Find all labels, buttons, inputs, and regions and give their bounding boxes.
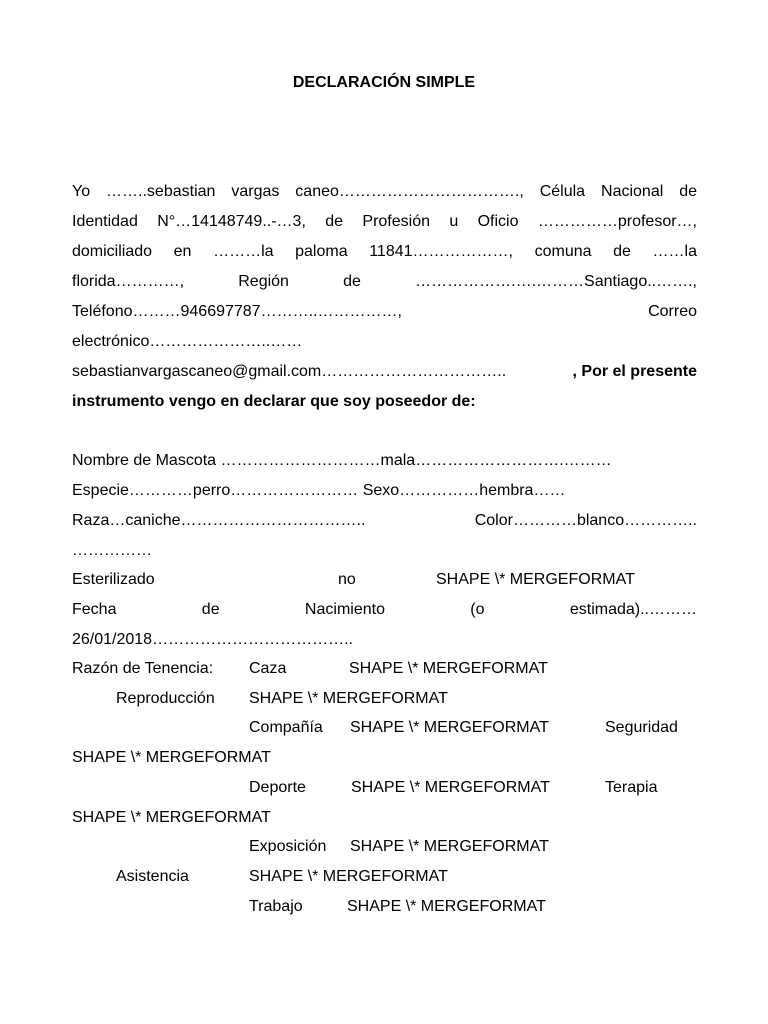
- reason-trabajo: Trabajo: [249, 898, 303, 915]
- reason-terapia: Terapia: [605, 779, 658, 796]
- pet-color-continued: ……………: [72, 542, 152, 559]
- shape-field-trabajo: SHAPE \* MERGEFORMAT: [347, 898, 546, 915]
- pet-species-line: Especie…………perro…………………… Sexo……………hembra……: [72, 482, 566, 499]
- sterilized-label: Esterilizado: [72, 571, 155, 588]
- declarant-line-5: Teléfono………946697787………..……………, Correo: [72, 303, 697, 320]
- shape-field-reproduccion: SHAPE \* MERGEFORMAT: [249, 690, 448, 707]
- shape-field-asistencia: SHAPE \* MERGEFORMAT: [249, 868, 448, 885]
- pet-name-line: Nombre de Mascota …………………………mala……………………….………: [72, 452, 612, 469]
- declarant-line-1: Yo ……..sebastian vargas caneo……………………………., Célula Nacional de: [72, 183, 697, 200]
- pet-breed-color-line: [72, 511, 697, 531]
- declarant-line-8: instrumento vengo en declarar que soy poseedor de:: [72, 393, 476, 410]
- declarant-line-7: [72, 362, 697, 382]
- document-title: DECLARACIÓN SIMPLE: [292, 74, 476, 91]
- shape-field-exposicion: SHAPE \* MERGEFORMAT: [350, 838, 549, 855]
- reason-exposicion: Exposición: [249, 838, 327, 855]
- shape-field-sterilized: SHAPE \* MERGEFORMAT: [436, 571, 635, 588]
- declarant-line-6: electrónico…………………..……: [72, 333, 303, 350]
- declarant-line-3: domiciliado en ………la paloma 11841………………, comuna de ……la: [72, 243, 697, 260]
- email-text: sebastianvargascaneo@gmail.com……………………………..: [72, 363, 507, 380]
- declarant-line-4: florida…………, Región de ……………….….………Santiago..…….,: [72, 273, 697, 290]
- shape-field-deporte: SHAPE \* MERGEFORMAT: [351, 779, 550, 796]
- declarant-line-2: Identidad N°…14148749..-…3, de Profesión u Oficio ……………profesor…,: [72, 213, 697, 230]
- reason-asistencia: Asistencia: [116, 868, 189, 885]
- sterilized-value: no: [338, 571, 356, 588]
- reason-reproduccion: Reproducción: [116, 690, 215, 707]
- shape-field-caza: SHAPE \* MERGEFORMAT: [349, 660, 548, 677]
- reason-compania: Compañía: [249, 719, 323, 736]
- pet-breed: Raza…caniche……………………………..: [72, 512, 366, 529]
- birth-line: Fecha de Nacimiento (o estimada)..………: [72, 601, 697, 618]
- reason-seguridad: Seguridad: [605, 719, 678, 736]
- reason-deporte: Deporte: [249, 779, 306, 796]
- shape-field-compania: SHAPE \* MERGEFORMAT: [350, 719, 549, 736]
- tenure-label: Razón de Tenencia:: [72, 660, 214, 677]
- pet-color: Color…………blanco…………..: [474, 512, 697, 529]
- reason-caza: Caza: [249, 660, 287, 677]
- birth-date: 26/01/2018………………………………..: [72, 631, 353, 648]
- shape-field-seguridad: SHAPE \* MERGEFORMAT: [72, 749, 271, 766]
- present-text: , Por el presente: [572, 363, 697, 380]
- shape-field-terapia: SHAPE \* MERGEFORMAT: [72, 809, 271, 826]
